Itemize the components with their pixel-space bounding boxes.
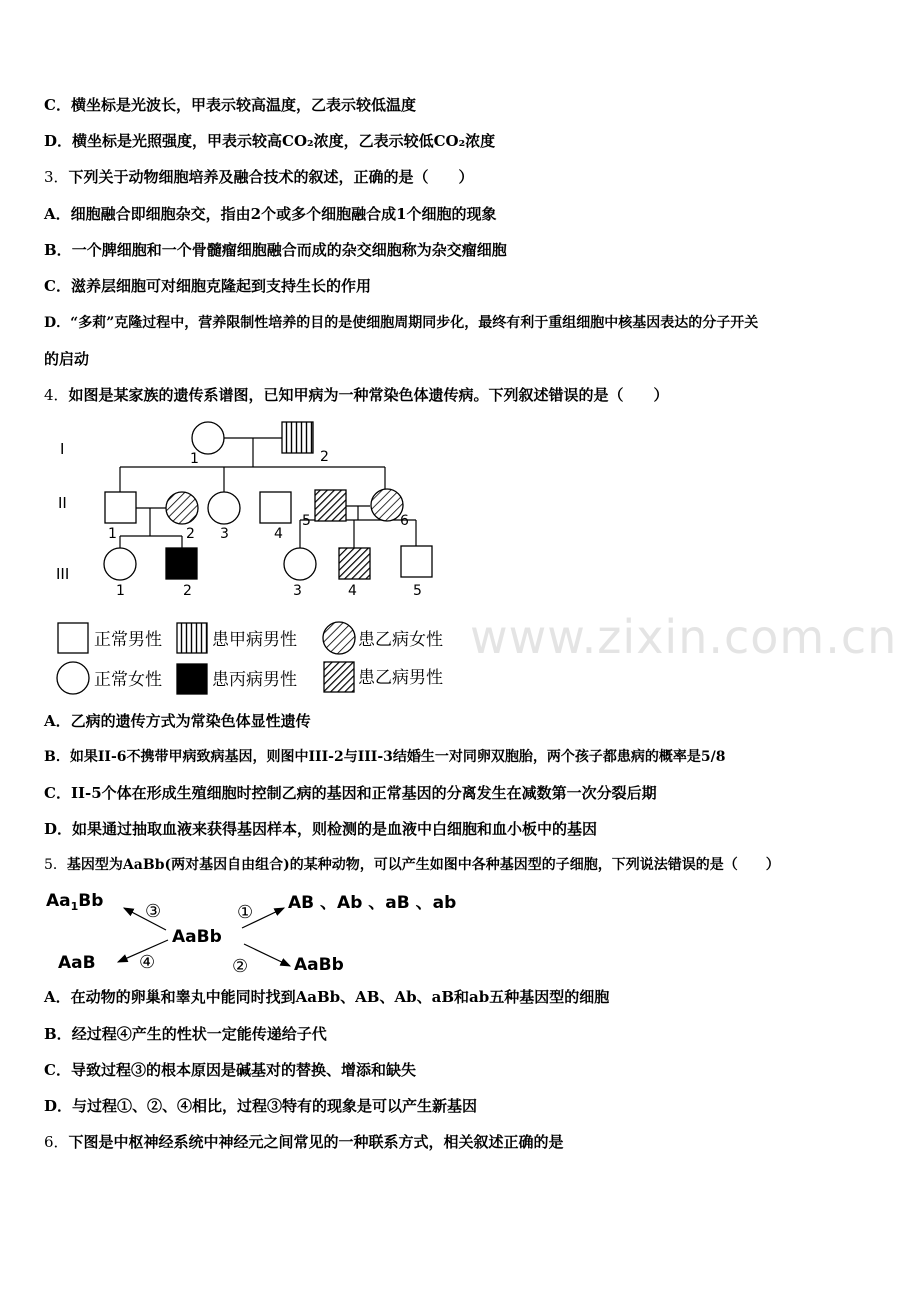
option-line — [44, 987, 609, 1007]
option-text: 细胞融合即细胞杂交，指由2个或多个细胞融合成1个细胞的现象 — [70, 205, 497, 223]
process-number-2: ② — [232, 956, 249, 977]
option-line — [44, 711, 311, 731]
option-label: D． — [44, 315, 71, 331]
legend-symbol-normal-female — [57, 662, 89, 694]
option-label: D． — [44, 132, 73, 150]
option-line — [44, 1096, 477, 1116]
question-number: 6． — [44, 1133, 69, 1151]
option-label: B． — [44, 1025, 72, 1043]
generation-label: I — [60, 440, 65, 458]
legend-label: 正常女性 — [94, 670, 162, 690]
genotype-out3-main: Aa — [46, 891, 71, 911]
pedigree-II-4-normal-male — [260, 492, 291, 523]
legend-label: 患丙病男性 — [212, 670, 297, 690]
pedigree-II-2-female-disease-yi — [166, 492, 198, 524]
option-text: 导致过程③的根本原因是碱基对的替换、增添和缺失 — [70, 1061, 416, 1079]
pedigree-chart — [44, 412, 724, 702]
option-text: 经过程④产生的性状一定能传递给子代 — [71, 1025, 327, 1043]
option-text: 一个脾细胞和一个骨髓瘤细胞融合而成的杂交细胞称为杂交瘤细胞 — [71, 241, 507, 259]
genotype-diagram — [44, 884, 504, 980]
pedigree-number: 4 — [348, 583, 357, 599]
question-line — [44, 1132, 564, 1152]
pedigree-II-3-normal-female — [208, 492, 240, 524]
question-text: 下图是中枢神经系统中神经元之间常见的一种联系方式，相关叙述正确的是 — [68, 1133, 564, 1151]
question-number: 3． — [44, 168, 69, 186]
option-label: D． — [44, 1097, 73, 1115]
pedigree-number: 2 — [320, 449, 329, 465]
option-text: 横坐标是光照强度，甲表示较高CO₂浓度，乙表示较低CO₂浓度 — [72, 132, 496, 150]
pedigree-number: 2 — [183, 583, 192, 599]
option-label: D． — [44, 820, 73, 838]
option-line — [44, 240, 507, 260]
question-number: 5． — [44, 857, 67, 873]
legend-label: 患甲病男性 — [212, 630, 297, 650]
option-text: 在动物的卵巢和睾丸中能同时找到AaBb、AB、Ab、aB和ab五种基因型的细胞 — [70, 988, 610, 1006]
pedigree-number: 1 — [116, 583, 125, 599]
option-text: 横坐标是光波长，甲表示较高温度，乙表示较低温度 — [70, 96, 416, 114]
legend-symbol-male-disease-bing — [177, 664, 207, 694]
option-text: “多莉”克隆过程中，营养限制性培养的目的是使细胞周期同步化，最终有利于重组细胞中核基因表达的分子开关 — [70, 315, 759, 331]
pedigree-number: 4 — [274, 526, 283, 542]
genotype-out3-tail: Bb — [78, 891, 104, 911]
legend-label: 正常男性 — [94, 630, 162, 650]
legend-symbol-male-disease-yi — [324, 662, 354, 692]
option-text: 与过程①、②、④相比，过程③特有的现象是可以产生新基因 — [72, 1097, 478, 1115]
option-line — [44, 783, 657, 803]
question-line — [44, 167, 474, 187]
genotype-out4: AaB — [58, 953, 96, 973]
pedigree-III-3-normal-female — [284, 548, 316, 580]
generation-label: III — [56, 565, 70, 583]
question-text: 基因型为AaBb(两对基因自由组合)的某种动物，可以产生如图中各种基因型的子细胞，下列说法错误的是（ ） — [66, 857, 780, 873]
pedigree-II-5-male-disease-yi — [315, 490, 346, 521]
option-text: 的启动 — [44, 350, 90, 368]
option-line — [44, 1024, 327, 1044]
question-line — [44, 385, 669, 405]
process-number-3: ③ — [145, 901, 162, 922]
pedigree-III-4-male-disease-yi — [339, 548, 370, 579]
option-line — [44, 1060, 416, 1080]
pedigree-number: 3 — [293, 583, 302, 599]
pedigree-III-1-normal-female — [104, 548, 136, 580]
pedigree-number: 2 — [186, 526, 195, 542]
pedigree-number: 1 — [190, 451, 199, 467]
watermark: www.zixin.com.cn — [470, 610, 898, 664]
option-label: C． — [44, 784, 71, 802]
option-text: 如果II-6不携带甲病致病基因，则图中III-2与III-3结婚生一对同卵双胞胎，两个孩子都患病的概率是5/8 — [69, 749, 726, 765]
question-text: 如图是某家族的遗传系谱图，已知甲病为一种常染色体遗传病。下列叙述错误的是（ ） — [68, 386, 669, 404]
process-number-4: ④ — [139, 952, 156, 973]
legend-symbol-female-disease-yi — [323, 622, 355, 654]
option-label: A． — [44, 712, 71, 730]
question-number: 4． — [44, 386, 69, 404]
pedigree-number: 5 — [413, 583, 422, 599]
pedigree-number: 6 — [400, 513, 409, 529]
genotype-out3-sub: 1 — [70, 900, 79, 913]
question-text: 下列关于动物细胞培养及融合技术的叙述，正确的是（ ） — [68, 168, 474, 186]
option-label: C． — [44, 96, 71, 114]
option-text: II-5个体在形成生殖细胞时控制乙病的基因和正常基因的分离发生在减数第一次分裂后期 — [70, 784, 657, 802]
option-label: B． — [44, 749, 70, 765]
option-text: 乙病的遗传方式为常染色体显性遗传 — [70, 712, 311, 730]
pedigree-III-5-normal-male — [401, 546, 432, 577]
pedigree-number: 5 — [302, 513, 311, 529]
option-label: A． — [44, 205, 71, 223]
option-label: B． — [44, 241, 72, 259]
option-line — [44, 819, 597, 839]
pedigree-I-2-male-disease-jia — [282, 422, 313, 453]
legend-label: 患乙病男性 — [358, 668, 443, 688]
option-line — [44, 313, 758, 333]
legend-label: 患乙病女性 — [358, 630, 443, 650]
legend-symbol-male-disease-jia — [177, 623, 207, 653]
genotype-out3 — [46, 891, 103, 913]
option-label: C． — [44, 277, 71, 295]
generation-label: II — [58, 494, 67, 512]
option-line — [44, 204, 497, 224]
pedigree-III-2-male-disease-bing — [166, 548, 197, 579]
pedigree-II-6-female-disease-yi — [371, 489, 403, 521]
genotype-center: AaBb — [172, 927, 222, 947]
option-label: C． — [44, 1061, 71, 1079]
option-line — [44, 276, 371, 296]
option-line — [44, 747, 725, 767]
question-line — [44, 855, 780, 875]
genotype-out1: AB 、Ab 、aB 、ab — [288, 893, 457, 913]
pedigree-II-1-normal-male — [105, 492, 136, 523]
option-line — [44, 95, 416, 115]
process-number-1: ① — [237, 902, 254, 923]
option-text: 如果通过抽取血液来获得基因样本，则检测的是血液中白细胞和血小板中的基因 — [72, 820, 598, 838]
option-label: A． — [44, 988, 71, 1006]
genotype-out2: AaBb — [294, 955, 344, 975]
pedigree-number: 3 — [220, 526, 229, 542]
option-line-continued — [44, 349, 89, 369]
pedigree-I-1-normal-female — [192, 422, 224, 454]
legend-symbol-normal-male — [58, 623, 88, 653]
option-line — [44, 131, 495, 151]
pedigree-number: 1 — [108, 526, 117, 542]
option-text: 滋养层细胞可对细胞克隆起到支持生长的作用 — [70, 277, 371, 295]
